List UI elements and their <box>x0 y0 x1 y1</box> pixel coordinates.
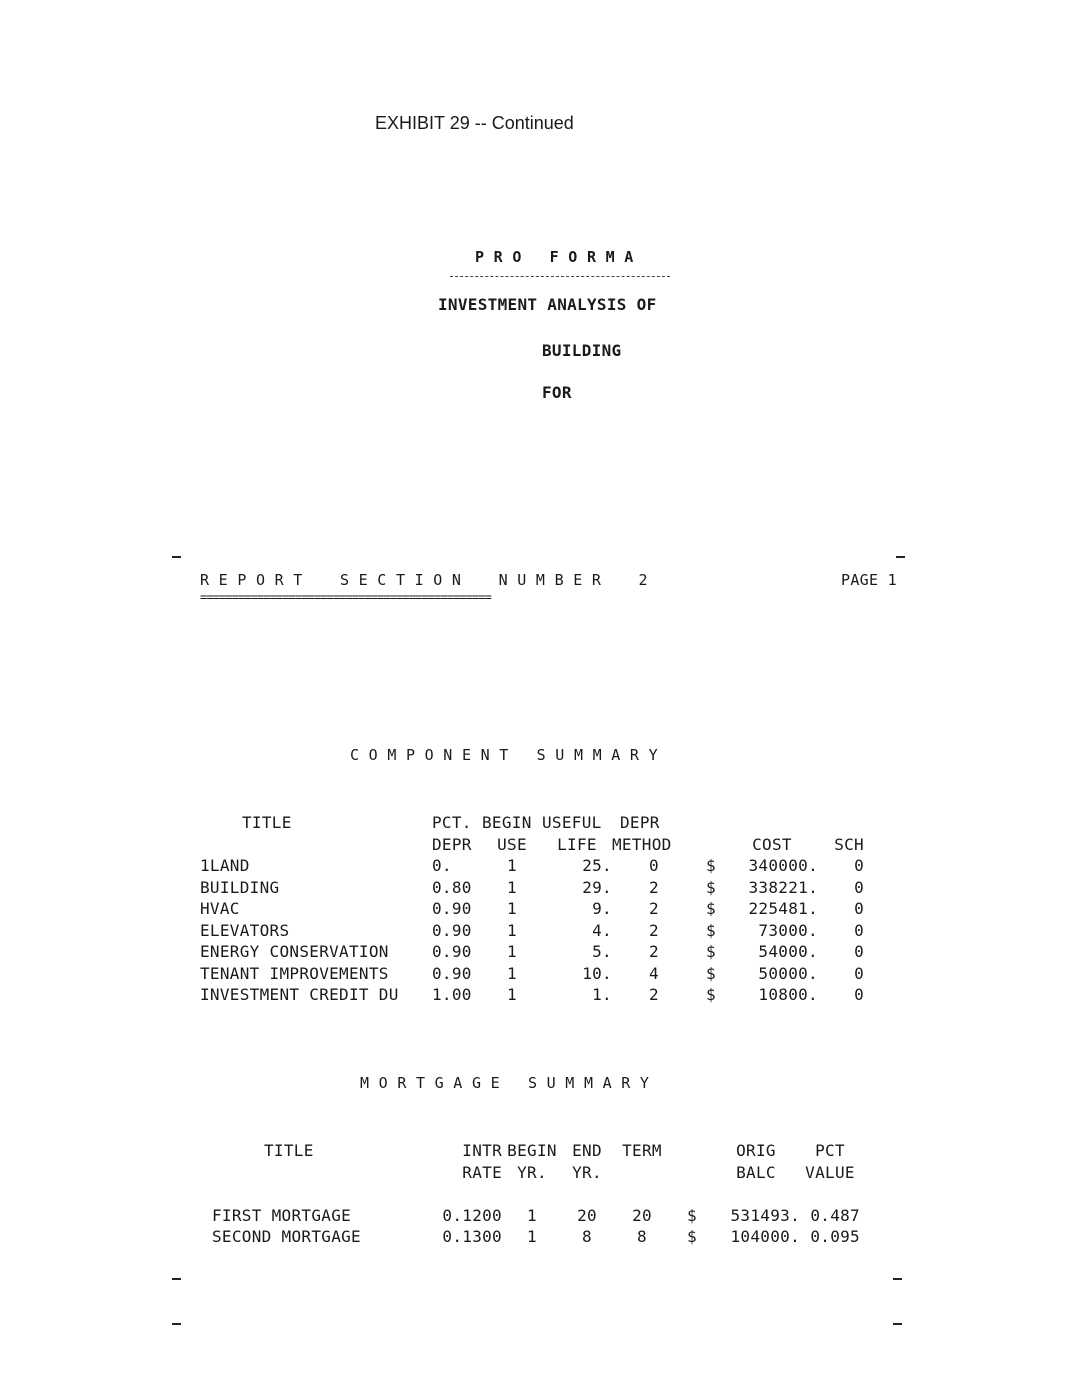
cost: 73000. <box>758 920 818 940</box>
mortgage-summary-heading: M O R T G A G E S U M M A R Y <box>360 1074 650 1092</box>
component-summary-table <box>200 813 864 1007</box>
column-header <box>696 835 726 857</box>
cost: 225481. <box>748 899 818 918</box>
component-title: ENERGY CONSERVATION <box>200 942 389 961</box>
useful-life: 1. <box>592 985 612 1004</box>
pro-forma-line-investment: INVESTMENT ANALYSIS OF <box>438 295 657 314</box>
table-row <box>200 985 864 1007</box>
pct-depr: 0.80 <box>432 877 472 897</box>
table-header-row <box>212 1163 860 1185</box>
margin-mark <box>893 1278 902 1280</box>
begin-use: 1 <box>507 985 517 1004</box>
component-title: ELEVATORS <box>200 920 290 940</box>
component-title: TENANT IMPROVEMENTS <box>200 963 389 983</box>
mortgage-title: FIRST MORTGAGE <box>212 1205 352 1225</box>
column-header: END <box>572 1141 602 1160</box>
cost: 340000. <box>748 856 818 875</box>
table-spacer-row <box>212 1184 860 1206</box>
currency-sign: $ <box>706 877 716 897</box>
term: 8 <box>637 1227 647 1246</box>
margin-mark <box>172 1278 181 1280</box>
pro-forma-title: P R O F O R M A <box>475 248 634 266</box>
column-header: PCT <box>815 1141 845 1160</box>
column-header: TITLE <box>264 1141 314 1160</box>
column-header: COST <box>752 834 792 854</box>
column-header: RATE <box>462 1162 502 1182</box>
cost: 10800. <box>758 985 818 1004</box>
report-section-label: R E P O R T S E C T I O N N U M B E R 2 <box>200 571 648 589</box>
cost: 54000. <box>758 942 818 961</box>
column-header: INTR <box>462 1141 502 1160</box>
column-header: TITLE <box>242 813 292 832</box>
column-header: BEGIN <box>482 813 532 832</box>
depr-method: 2 <box>649 985 659 1004</box>
column-header <box>672 1141 712 1163</box>
useful-life: 9. <box>592 899 612 918</box>
margin-mark <box>172 556 181 558</box>
table-row <box>200 878 864 900</box>
end-year: 8 <box>582 1227 592 1246</box>
sch: 0 <box>854 856 864 875</box>
currency-sign: $ <box>706 985 716 1004</box>
table-row <box>212 1227 860 1249</box>
begin-use: 1 <box>507 920 517 940</box>
pro-forma-line-building: BUILDING <box>542 341 622 360</box>
table-header-row <box>212 1141 860 1163</box>
column-header: SCH <box>834 834 864 854</box>
pct-value: 0.487 <box>810 1205 860 1225</box>
column-header: VALUE <box>805 1162 855 1182</box>
report-section-underline: ============================================== <box>200 590 491 604</box>
exhibit-title: EXHIBIT 29 -- Continued <box>375 113 574 133</box>
depr-method: 4 <box>649 963 659 983</box>
column-header <box>696 813 726 835</box>
margin-mark <box>893 1323 902 1325</box>
sch: 0 <box>854 942 864 961</box>
column-header <box>672 1163 712 1185</box>
term: 20 <box>632 1205 652 1225</box>
useful-life: 29. <box>582 877 612 897</box>
table-header-row <box>200 835 864 857</box>
depr-method: 2 <box>649 877 659 897</box>
currency-sign: $ <box>687 1205 697 1225</box>
column-header <box>818 813 864 835</box>
table-row <box>200 942 864 964</box>
begin-year: 1 <box>527 1205 537 1225</box>
begin-use: 1 <box>507 963 517 983</box>
table-row <box>212 1206 860 1228</box>
table-row <box>200 899 864 921</box>
pct-depr: 0.90 <box>432 963 472 983</box>
column-header: USE <box>497 834 527 854</box>
page-number: PAGE 1 <box>841 571 897 589</box>
component-title: HVAC <box>200 899 240 918</box>
mortgage-summary-table <box>212 1141 860 1249</box>
original-balance: 531493. <box>730 1205 800 1225</box>
column-header: USEFUL <box>542 813 602 832</box>
useful-life: 5. <box>592 942 612 961</box>
pct-value: 0.095 <box>810 1227 860 1246</box>
sch: 0 <box>854 963 864 983</box>
depr-method: 0 <box>649 856 659 875</box>
pct-depr: 0.90 <box>432 920 472 940</box>
depr-method: 2 <box>649 920 659 940</box>
column-header: METHOD <box>612 834 672 854</box>
cost: 338221. <box>748 877 818 897</box>
column-header <box>612 1163 672 1185</box>
original-balance: 104000. <box>730 1227 800 1246</box>
currency-sign: $ <box>706 920 716 940</box>
component-title: INVESTMENT CREDIT DU <box>200 985 399 1004</box>
cost: 50000. <box>758 963 818 983</box>
sch: 0 <box>854 877 864 897</box>
currency-sign: $ <box>687 1227 697 1246</box>
depr-method: 2 <box>649 899 659 918</box>
useful-life: 10. <box>582 963 612 983</box>
sch: 0 <box>854 985 864 1004</box>
pro-forma-underline <box>450 276 670 277</box>
mortgage-title: SECOND MORTGAGE <box>212 1227 361 1246</box>
column-header: ORIG <box>736 1141 776 1160</box>
sch: 0 <box>854 899 864 918</box>
begin-use: 1 <box>507 877 517 897</box>
pct-depr: 0.90 <box>432 899 472 918</box>
column-header: DEPR <box>620 813 660 832</box>
table-row <box>200 921 864 943</box>
pct-depr: 1.00 <box>432 985 472 1004</box>
useful-life: 4. <box>592 920 612 940</box>
useful-life: 25. <box>582 856 612 875</box>
column-header <box>726 813 818 835</box>
column-header <box>212 1163 422 1185</box>
pct-depr: 0. <box>432 856 452 875</box>
column-header: BALC <box>736 1162 776 1182</box>
interest-rate: 0.1200 <box>442 1205 502 1225</box>
begin-use: 1 <box>507 899 517 918</box>
margin-mark <box>172 1323 181 1325</box>
margin-mark <box>896 556 905 558</box>
column-header: BEGIN <box>507 1141 557 1160</box>
end-year: 20 <box>577 1205 597 1225</box>
pct-depr: 0.90 <box>432 942 472 961</box>
currency-sign: $ <box>706 856 716 875</box>
interest-rate: 0.1300 <box>442 1227 502 1246</box>
column-header: PCT. <box>432 813 472 832</box>
column-header <box>200 835 432 857</box>
table-row <box>200 964 864 986</box>
column-header: DEPR <box>432 834 472 854</box>
column-header: LIFE <box>557 834 597 854</box>
table-header-row <box>200 813 864 835</box>
begin-year: 1 <box>527 1227 537 1246</box>
pro-forma-line-for: FOR <box>542 383 572 402</box>
component-summary-heading: C O M P O N E N T S U M M A R Y <box>350 746 658 764</box>
column-header: YR. <box>517 1162 547 1182</box>
begin-use: 1 <box>507 856 517 875</box>
column-header: TERM <box>622 1141 662 1160</box>
sch: 0 <box>854 920 864 940</box>
column-header: YR. <box>572 1162 602 1182</box>
component-title: 1LAND <box>200 856 250 875</box>
currency-sign: $ <box>706 942 716 961</box>
currency-sign: $ <box>706 963 716 983</box>
currency-sign: $ <box>706 899 716 918</box>
table-row <box>200 856 864 878</box>
component-title: BUILDING <box>200 877 280 897</box>
begin-use: 1 <box>507 942 517 961</box>
depr-method: 2 <box>649 942 659 961</box>
